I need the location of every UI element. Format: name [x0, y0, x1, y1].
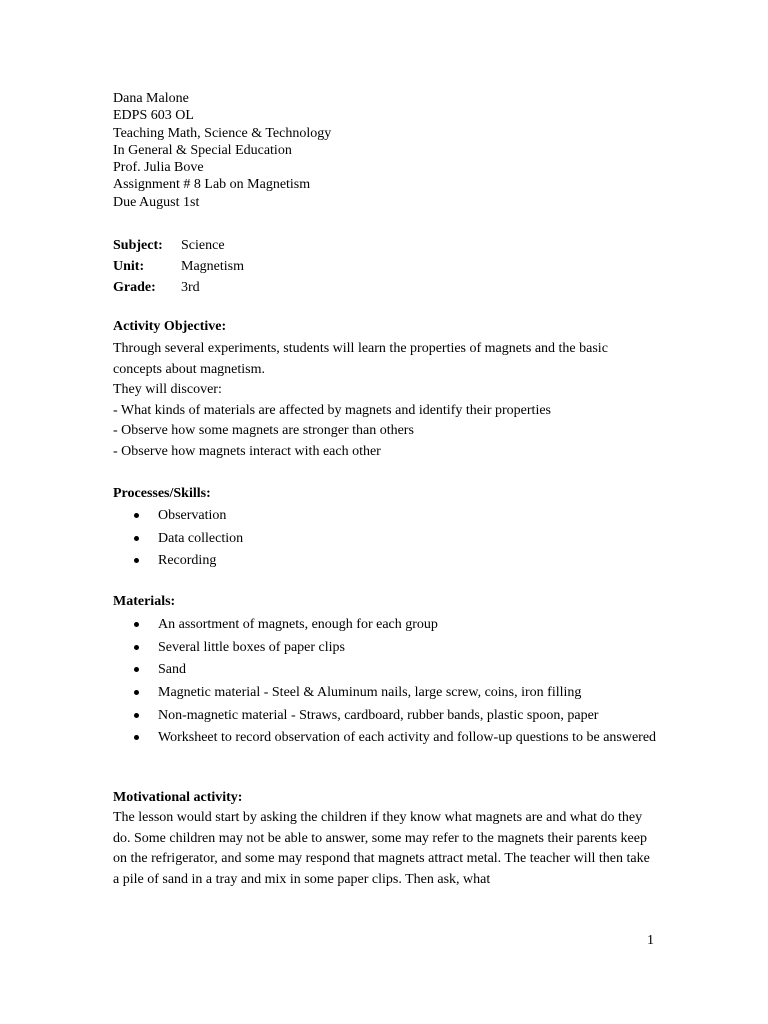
motivational-heading: Motivational activity:: [113, 790, 243, 805]
bullet-icon: [134, 667, 139, 672]
processes-list: [113, 506, 673, 574]
bullet-icon: [134, 713, 139, 718]
subject-value: Science: [181, 238, 225, 253]
materials-list: [113, 615, 673, 751]
material-item-label: An assortment of magnets, enough for each group: [158, 617, 438, 632]
header-block: [113, 90, 331, 211]
bullet-icon: [134, 690, 139, 695]
objective-discover: They will discover:: [113, 382, 222, 397]
unit-row: [113, 256, 244, 277]
course-code: EDPS 603 OL: [113, 108, 194, 124]
process-item-label: Data collection: [158, 530, 244, 546]
unit-label: Unit:: [113, 259, 145, 274]
list-item: [113, 683, 673, 704]
list-item: [113, 615, 673, 636]
bullet-icon: [134, 513, 139, 518]
assignment-title: Assignment # 8 Lab on Magnetism: [113, 177, 311, 193]
subject-row: [113, 235, 244, 256]
materials-heading: Materials:: [113, 594, 176, 609]
professor-name: Prof. Julia Bove: [113, 160, 204, 176]
process-item-label: Recording: [158, 553, 217, 569]
objective-intro: Through several experiments, students will learn the properties of magnets and the basic concepts about magnetism.: [113, 341, 608, 377]
material-item-label: Several little boxes of paper clips: [158, 639, 345, 655]
list-item: [113, 551, 673, 572]
objective-section: [113, 339, 658, 462]
objective-item: - What kinds of materials are affected by magnets and identify their properties: [113, 402, 551, 418]
material-item-label: Sand: [158, 662, 186, 678]
lesson-meta: [113, 235, 244, 298]
bullet-icon: [134, 645, 139, 650]
list-item: [113, 638, 673, 659]
unit-value: Magnetism: [181, 259, 244, 274]
list-item: [113, 706, 673, 727]
page-number: 1: [647, 933, 654, 948]
objective-item: - Observe how some magnets are stronger than others: [113, 423, 414, 438]
author-name: Dana Malone: [113, 91, 189, 106]
material-item-label: Magnetic material - Steel & Aluminum nails, large screw, coins, iron filling: [158, 685, 582, 701]
objective-item: - Observe how magnets interact with each other: [113, 443, 381, 459]
motivational-text: The lesson would start by asking the children if they know what magnets are and what do they do. Some children may not be able to answer, some may refer to the magnets their parents keep on the refrigerator, and some may respond that magnets attract metal. The teacher will then take a pile of sand in a tray and mix in some paper clips. Then ask, what: [113, 810, 650, 887]
grade-row: [113, 277, 244, 298]
list-item: [113, 506, 673, 527]
list-item: [113, 529, 673, 550]
list-item: [113, 728, 673, 749]
material-item-label: Non-magnetic material - Straws, cardboard, rubber bands, plastic spoon, paper: [158, 707, 599, 723]
grade-label: Grade:: [113, 280, 156, 295]
subject-label: Subject:: [113, 238, 163, 253]
material-item-label: Worksheet to record observation of each activity and follow-up questions to be answered: [158, 730, 657, 746]
bullet-icon: [134, 536, 139, 541]
bullet-icon: [134, 735, 139, 740]
course-subtitle: In General & Special Education: [113, 142, 292, 158]
bullet-icon: [134, 558, 139, 563]
bullet-icon: [134, 622, 139, 627]
due-date: Due August 1st: [113, 194, 200, 210]
course-title: Teaching Math, Science & Technology: [113, 125, 332, 141]
grade-value: 3rd: [181, 280, 200, 295]
process-item-label: Observation: [158, 508, 227, 523]
objective-heading: Activity Objective:: [113, 319, 227, 334]
list-item: [113, 660, 673, 681]
processes-heading: Processes/Skills:: [113, 486, 211, 501]
